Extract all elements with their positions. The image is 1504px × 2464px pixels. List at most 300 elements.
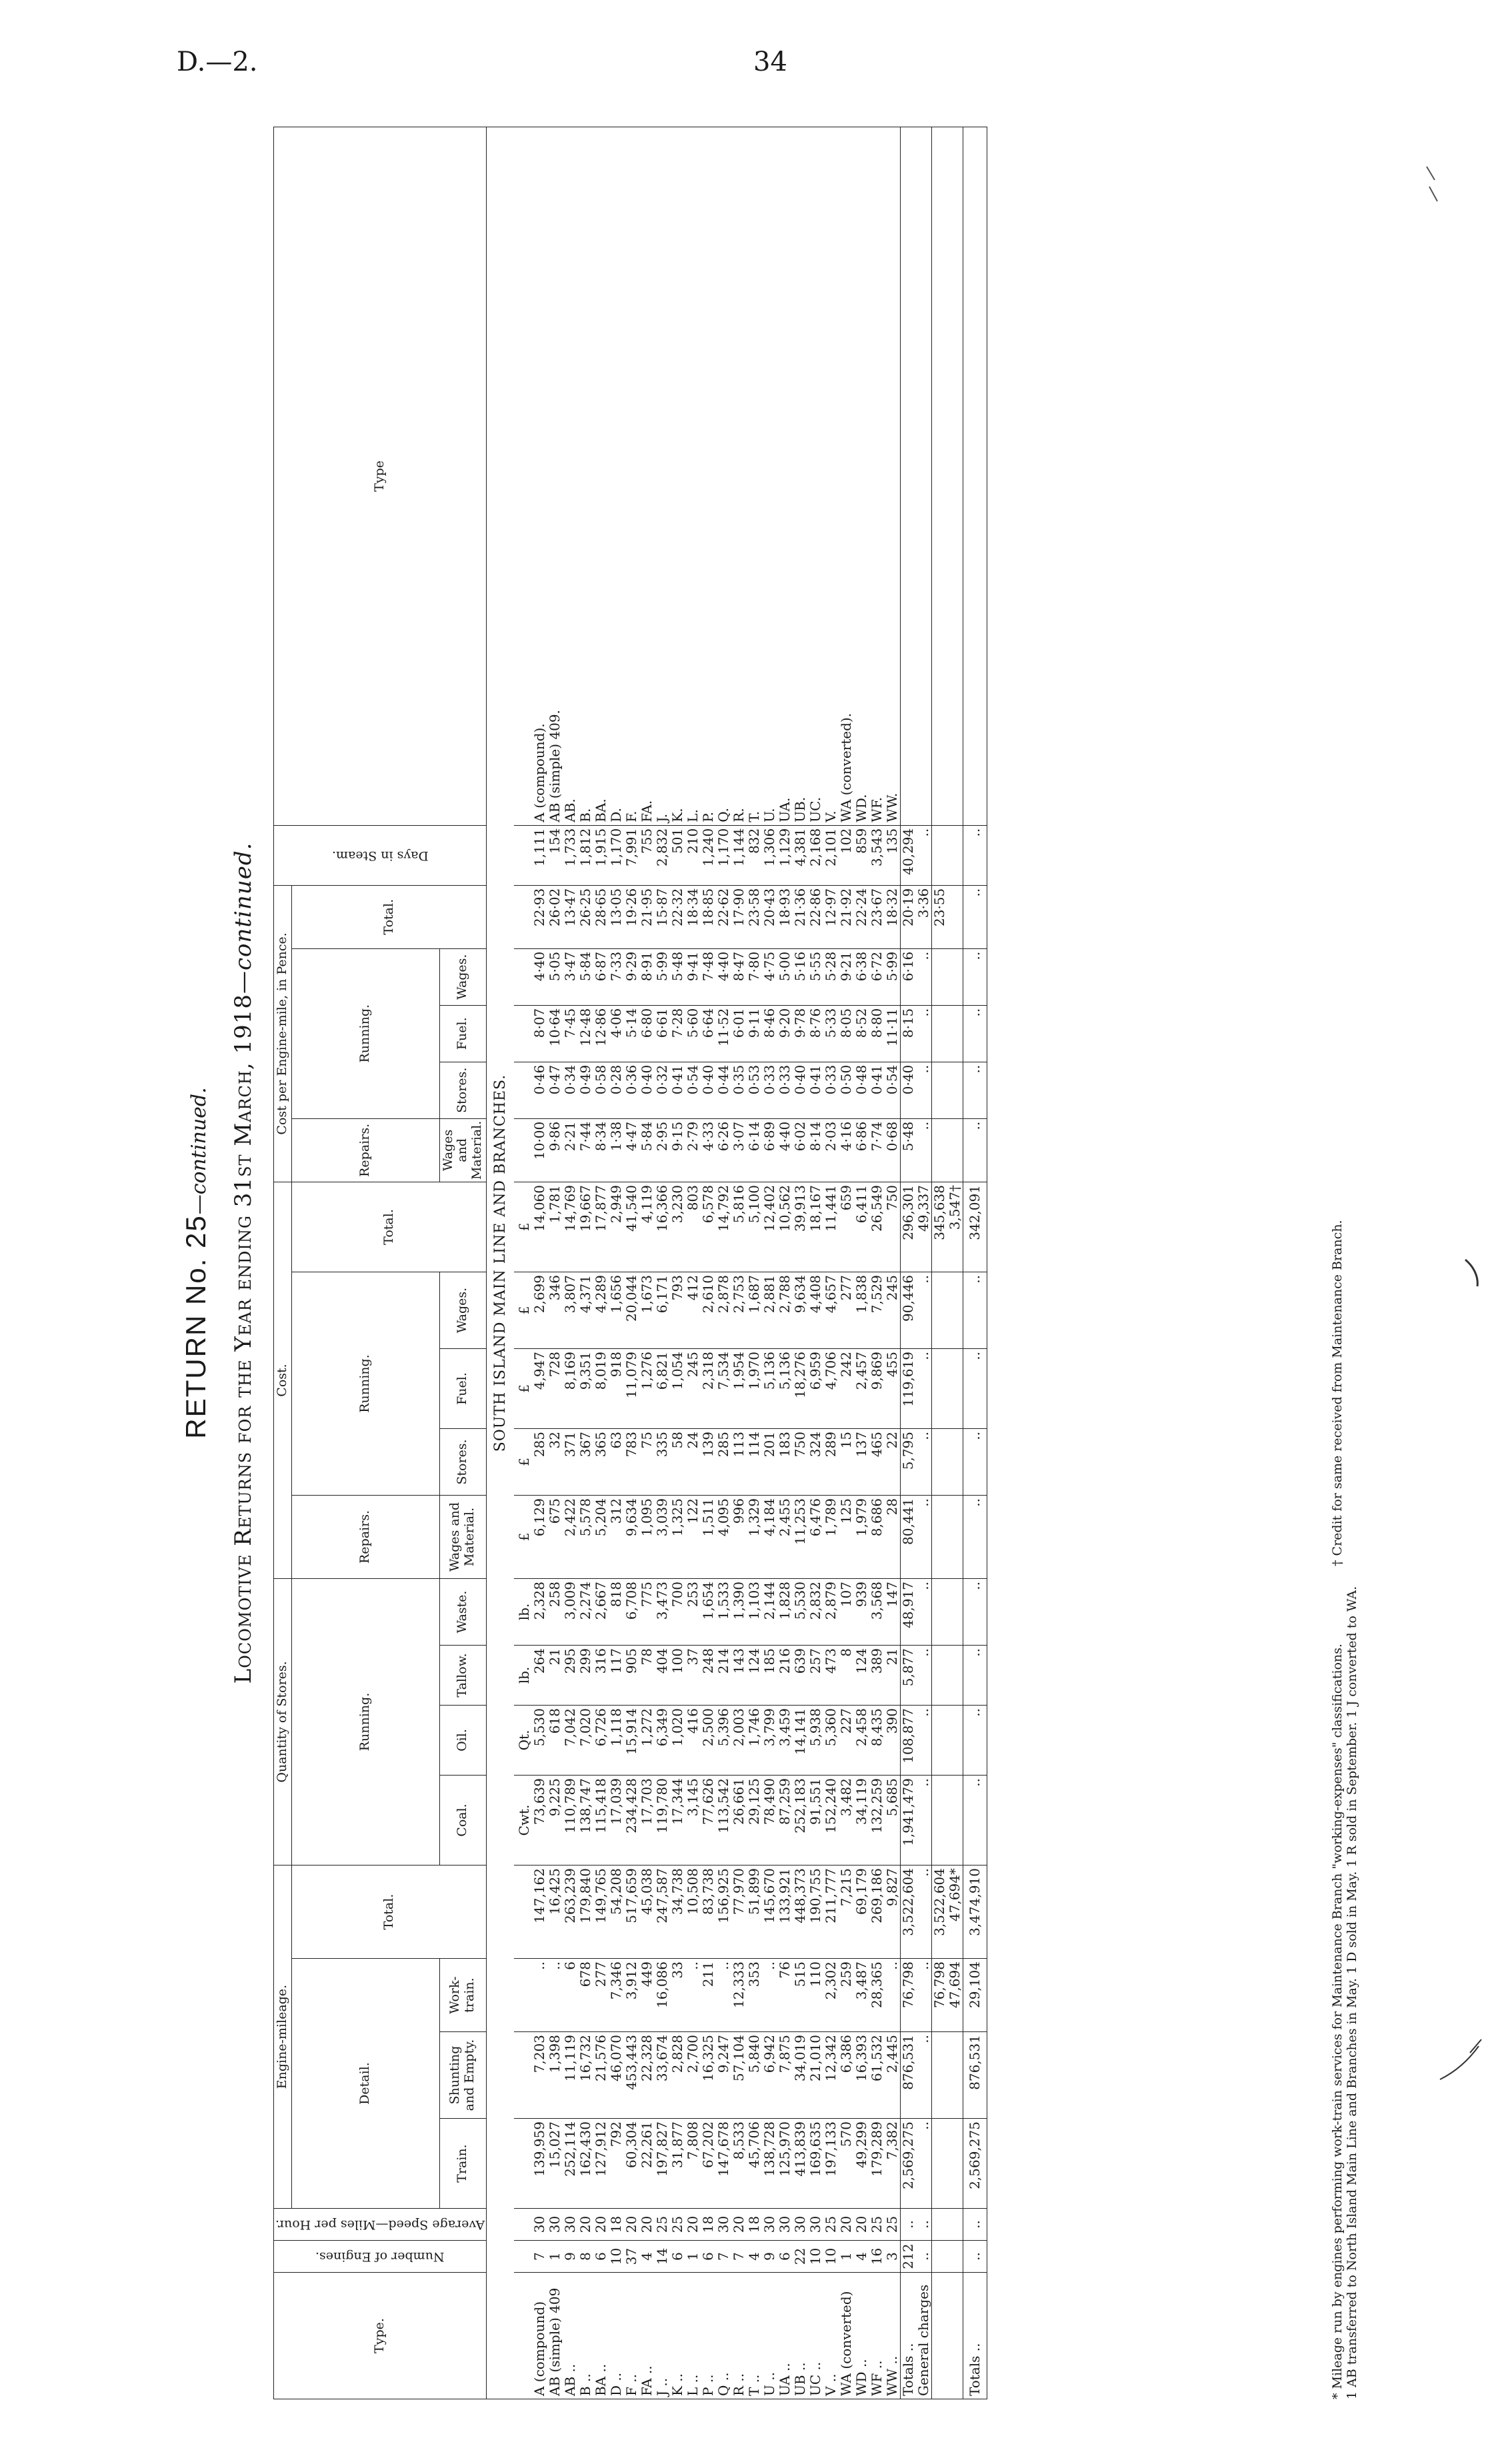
cell-cpm-repairs: 6·26	[716, 1118, 731, 1182]
cell-repairs: 28	[885, 1496, 901, 1579]
cell-mileage-total: ..	[916, 1865, 932, 1959]
table-row	[701, 127, 716, 2399]
table-row	[839, 127, 854, 2399]
cell-mileage-total: 190,755	[808, 1865, 823, 1959]
section-row	[487, 127, 515, 2399]
cell-type-right: B.	[578, 127, 593, 826]
cell-engines: 1	[685, 2241, 701, 2273]
cell-cpm-repairs: 6·14	[747, 1118, 762, 1182]
cell-wages: 90,446	[901, 1272, 917, 1349]
cell-type: AB ..	[563, 2273, 578, 2399]
cell-repairs: 3,039	[655, 1496, 670, 1579]
cell-oil: 108,877	[901, 1706, 917, 1776]
cell-repairs: 122	[685, 1496, 701, 1579]
col-group-detail: Detail.	[291, 1959, 439, 2209]
col-group-cost: Cost.	[274, 1182, 292, 1579]
cell-train: 169,635	[808, 2119, 823, 2209]
cell-train: 127,912	[593, 2119, 609, 2209]
cell-stores: 365	[593, 1429, 609, 1496]
cell-oil: 1,020	[670, 1706, 685, 1776]
cell-cpm-wages: 4·75	[762, 948, 777, 1005]
cell-tallow: 185	[762, 1646, 777, 1706]
cell-tallow: 143	[731, 1646, 747, 1706]
cell-cpm-fuel: 7·45	[563, 1005, 578, 1062]
cell-cost-total: 3,230	[670, 1182, 685, 1272]
cell-coal: 73,639	[532, 1776, 547, 1865]
cell-tallow: 100	[670, 1646, 685, 1706]
cell-wages: 277	[839, 1272, 854, 1349]
cell-type-right: K.	[670, 127, 685, 826]
cell-stores: 371	[563, 1429, 578, 1496]
table-row	[563, 127, 578, 2399]
cell-fuel: 1,970	[747, 1349, 762, 1429]
cell-cpm-stores: 0·32	[655, 1062, 670, 1118]
cell-cost-total: 14,792	[716, 1182, 731, 1272]
cell-cpm-fuel: 8·05	[839, 1005, 854, 1062]
cell-repairs: 80,441	[901, 1496, 917, 1579]
cell-cpm-stores: 0·44	[716, 1062, 731, 1118]
cell-cpm-fuel: 6·01	[731, 1005, 747, 1062]
cell-tallow: 295	[563, 1646, 578, 1706]
cell-cpm-wages: 4·40	[532, 948, 547, 1005]
cell-waste: 1,654	[701, 1579, 716, 1646]
cell-cost-total: 11,441	[823, 1182, 839, 1272]
cell-stores: 201	[762, 1429, 777, 1496]
col-cost-wages: Wages.	[439, 1272, 487, 1349]
cell-speed: 30	[716, 2209, 731, 2241]
cell-waste: 818	[609, 1579, 624, 1646]
cell-repairs: 6,129	[532, 1496, 547, 1579]
cell-days: 1,240	[701, 825, 716, 885]
cell-tallow: 299	[578, 1646, 593, 1706]
cell-type-right: V.	[823, 127, 839, 826]
cell-speed: 30	[532, 2209, 547, 2241]
cell-wages: 2,753	[731, 1272, 747, 1349]
cell-type: WW ..	[885, 2273, 901, 2399]
cell-coal: 87,259	[777, 1776, 793, 1865]
cell-type: D ..	[609, 2273, 624, 2399]
cell-waste: 700	[670, 1579, 685, 1646]
cell-fuel: 18,276	[793, 1349, 808, 1429]
cell-mileage-total: 16,425	[547, 1865, 563, 1959]
cell-speed: 18	[609, 2209, 624, 2241]
cell-cpm-total: 18·93	[777, 885, 793, 948]
cell-repairs: 1,095	[639, 1496, 655, 1579]
table-row	[885, 127, 901, 2399]
cell-cpm-fuel: 9·11	[747, 1005, 762, 1062]
cell-type-right: D.	[609, 127, 624, 826]
cell-cpm-wages: 5·99	[655, 948, 670, 1005]
cell-train: 15,027	[547, 2119, 563, 2209]
cell-stores: ..	[916, 1429, 932, 1496]
cell-waste: 253	[685, 1579, 701, 1646]
cell-cpm-repairs: 6·89	[762, 1118, 777, 1182]
cell-waste: 1,533	[716, 1579, 731, 1646]
cell-engines: 4	[747, 2241, 762, 2273]
split-ctotal-a: 345,638	[932, 1182, 948, 1272]
cell-waste: 2,144	[762, 1579, 777, 1646]
cell-cpm-repairs: 1·38	[609, 1118, 624, 1182]
cell-waste: 258	[547, 1579, 563, 1646]
cell-cpm-stores: 0·35	[731, 1062, 747, 1118]
cell-wages: 4,371	[578, 1272, 593, 1349]
document-code: D.—2.	[177, 47, 258, 77]
cell-type-right	[963, 127, 987, 826]
table-row	[823, 127, 839, 2399]
cell-mileage-total: 263,239	[563, 1865, 578, 1959]
cell-mileage-total: 10,508	[685, 1865, 701, 1959]
cell-cost-total: 41,540	[624, 1182, 639, 1272]
cell-days: 40,294	[901, 825, 917, 885]
cell-type: J ..	[655, 2273, 670, 2399]
cell-cost-total: 16,366	[655, 1182, 670, 1272]
cell-train: 570	[839, 2119, 854, 2209]
cell-work: 110	[808, 1959, 823, 2032]
cell-train: 197,827	[655, 2119, 670, 2209]
cell-cost-total: 4,119	[639, 1182, 655, 1272]
cell-type-right: J.	[655, 127, 670, 826]
cell-mileage-total: 517,659	[624, 1865, 639, 1959]
split-work-a: 76,798	[932, 1959, 948, 2032]
page-header	[0, 0, 1504, 127]
cell-waste: 3,473	[655, 1579, 670, 1646]
cell-mileage-total: 9,827	[885, 1865, 901, 1959]
cell-engines: 1	[547, 2241, 563, 2273]
cell-engines: 6	[670, 2241, 685, 2273]
cell-coal: 29,125	[747, 1776, 762, 1865]
cell-work: ..	[716, 1959, 731, 2032]
return-title-main: RETURN No. 25	[180, 1214, 211, 1439]
cell-shunting: 33,674	[655, 2032, 670, 2119]
cell-train: 147,678	[716, 2119, 731, 2209]
cell-cpm-total: ..	[963, 885, 987, 948]
unit-cost-3: £	[514, 1349, 532, 1429]
cell-engines: 16	[869, 2241, 885, 2273]
cell-engines: ..	[916, 2241, 932, 2273]
cell-tallow: 124	[854, 1646, 869, 1706]
cell-cpm-wages: 5·00	[777, 948, 793, 1005]
cell-oil: 3,799	[762, 1706, 777, 1776]
cell-oil: 7,020	[578, 1706, 593, 1776]
cell-repairs: 11,253	[793, 1496, 808, 1579]
cell-days: 501	[670, 825, 685, 885]
table-body	[487, 127, 987, 2399]
cell-fuel: 8,019	[593, 1349, 609, 1429]
cell-cpm-fuel: 8·80	[869, 1005, 885, 1062]
cell-cpm-stores: 0·40	[793, 1062, 808, 1118]
cell-cpm-stores: 0·47	[547, 1062, 563, 1118]
cell-mileage-total: 179,840	[578, 1865, 593, 1959]
cell-tallow: 214	[716, 1646, 731, 1706]
cell-shunting: 57,104	[731, 2032, 747, 2119]
cell-oil: 390	[885, 1706, 901, 1776]
cell-stores: 285	[716, 1429, 731, 1496]
table-row	[716, 127, 731, 2399]
cell-cpm-fuel: 5·60	[685, 1005, 701, 1062]
cell-stores: 137	[854, 1429, 869, 1496]
cell-wages: 412	[685, 1272, 701, 1349]
cell-cpm-stores: 0·40	[639, 1062, 655, 1118]
cell-fuel: 119,619	[901, 1349, 917, 1429]
cell-train: 2,569,275	[901, 2119, 917, 2209]
cell-mileage-total: 3,474,910	[963, 1865, 987, 1959]
cell-oil: ..	[963, 1706, 987, 1776]
cell-cpm-total: 17·90	[731, 885, 747, 948]
cell-type-right: FA.	[639, 127, 655, 826]
cell-days: 2,101	[823, 825, 839, 885]
cell-repairs: 312	[609, 1496, 624, 1579]
cell-waste: 5,530	[793, 1579, 808, 1646]
cell-oil: ..	[916, 1706, 932, 1776]
cell-cpm-stores: 0·46	[532, 1062, 547, 1118]
col-group-cpm-repairs: Repairs.	[291, 1118, 439, 1182]
cell-train: 49,299	[854, 2119, 869, 2209]
cell-waste: 48,917	[901, 1579, 917, 1646]
cell-stores: 285	[532, 1429, 547, 1496]
cell-train: 7,382	[885, 2119, 901, 2209]
cell-waste: 3,568	[869, 1579, 885, 1646]
cell-stores: 324	[808, 1429, 823, 1496]
cell-cpm-total: 23·67	[869, 885, 885, 948]
cell-work: 29,104	[963, 1959, 987, 2032]
cell-coal: 3,482	[839, 1776, 854, 1865]
cell-cpm-repairs: 5·84	[639, 1118, 655, 1182]
cell-days: 1,306	[762, 825, 777, 885]
cell-train: 125,970	[777, 2119, 793, 2209]
cell-repairs: 4,184	[762, 1496, 777, 1579]
cell-cost-total: 12,402	[762, 1182, 777, 1272]
cell-cost-total: 39,913	[793, 1182, 808, 1272]
cell-shunting: 22,328	[639, 2032, 655, 2119]
cell-cpm-total: 22·62	[716, 885, 731, 948]
cell-cpm-fuel: 6·61	[655, 1005, 670, 1062]
cell-speed: 30	[777, 2209, 793, 2241]
cell-waste: 147	[885, 1579, 901, 1646]
cell-repairs: 1,325	[670, 1496, 685, 1579]
cell-cpm-stores: 0·41	[808, 1062, 823, 1118]
cell-type: AB (simple) 409	[547, 2273, 563, 2399]
cell-cpm-fuel: 5·14	[624, 1005, 639, 1062]
cell-fuel: 5,136	[762, 1349, 777, 1429]
cell-cpm-stores: 0·41	[869, 1062, 885, 1118]
table-row	[731, 127, 747, 2399]
cell-waste: 2,328	[532, 1579, 547, 1646]
unit-cost-2: £	[514, 1429, 532, 1496]
cell-train: 139,959	[532, 2119, 547, 2209]
cell-cpm-wages: 5·05	[547, 948, 563, 1005]
cell-mileage-total: 147,162	[532, 1865, 547, 1959]
cell-coal: 91,551	[808, 1776, 823, 1865]
cell-mileage-total: 83,738	[701, 1865, 716, 1959]
cell-mileage-total: 149,765	[593, 1865, 609, 1959]
cell-cpm-wages: 6·87	[593, 948, 609, 1005]
cell-cpm-wages: 9·21	[839, 948, 854, 1005]
cell-train: 252,114	[563, 2119, 578, 2209]
split-row-a	[932, 127, 948, 2399]
cell-speed: 30	[563, 2209, 578, 2241]
cell-type-right	[916, 127, 932, 826]
cell-mileage-total: 247,587	[655, 1865, 670, 1959]
cell-cpm-wages: ..	[963, 948, 987, 1005]
cell-waste: 2,832	[808, 1579, 823, 1646]
cell-cpm-fuel: 7·28	[670, 1005, 685, 1062]
cell-fuel: 9,351	[578, 1349, 593, 1429]
cell-shunting: 21,010	[808, 2032, 823, 2119]
cell-cost-total: 2,949	[609, 1182, 624, 1272]
col-group-cpm: Cost per Engine-mile, in Pence.	[274, 885, 292, 1182]
cell-stores: 367	[578, 1429, 593, 1496]
cell-wages: 4,289	[593, 1272, 609, 1349]
cell-fuel: 6,959	[808, 1349, 823, 1429]
cell-shunting: 6,942	[762, 2032, 777, 2119]
cell-cost-total: 26,549	[869, 1182, 885, 1272]
cell-cpm-fuel: 8·15	[901, 1005, 917, 1062]
cell-fuel: 9,869	[869, 1349, 885, 1429]
margin-mark-middle	[1460, 1253, 1487, 1293]
col-mileage-total: Total.	[291, 1865, 486, 1959]
cell-engines: 1	[839, 2241, 854, 2273]
cell-waste: 2,879	[823, 1579, 839, 1646]
cell-days: 4,381	[793, 825, 808, 885]
cell-shunting: 16,732	[578, 2032, 593, 2119]
cell-wages: 7,529	[869, 1272, 885, 1349]
cell-speed: 30	[547, 2209, 563, 2241]
cell-shunting: 16,325	[701, 2032, 716, 2119]
cell-cpm-repairs: 2·21	[563, 1118, 578, 1182]
cell-type-right: WF.	[869, 127, 885, 826]
col-waste: Waste.	[439, 1579, 487, 1646]
cell-type: WD ..	[854, 2273, 869, 2399]
cell-tallow: 257	[808, 1646, 823, 1706]
cell-oil: 5,938	[808, 1706, 823, 1776]
cell-speed: 30	[808, 2209, 823, 2241]
cell-tallow: 639	[793, 1646, 808, 1706]
cell-waste: 1,390	[731, 1579, 747, 1646]
unit-cost-5: £	[514, 1182, 532, 1272]
cell-cpm-repairs: 3·07	[731, 1118, 747, 1182]
cell-cpm-total: 18·85	[701, 885, 716, 948]
col-type-right: Type	[274, 127, 487, 826]
cell-cost-total: 19,667	[578, 1182, 593, 1272]
cell-cpm-stores: 0·50	[839, 1062, 854, 1118]
cell-cpm-total: 20·43	[762, 885, 777, 948]
cell-engines: 3	[885, 2241, 901, 2273]
cell-coal: 110,789	[563, 1776, 578, 1865]
cell-engines: 6	[701, 2241, 716, 2273]
cell-days: 1,129	[777, 825, 793, 885]
cell-stores: 75	[639, 1429, 655, 1496]
cell-engines: 7	[731, 2241, 747, 2273]
cell-wages: 346	[547, 1272, 563, 1349]
cell-engines: 4	[854, 2241, 869, 2273]
cell-engines: 4	[639, 2241, 655, 2273]
cell-cost-total: 49,337	[916, 1182, 932, 1272]
cell-type: UB ..	[793, 2273, 808, 2399]
cell-speed: ..	[901, 2209, 917, 2241]
cell-engines: 10	[808, 2241, 823, 2273]
cell-repairs: 1,329	[747, 1496, 762, 1579]
cell-cpm-fuel: 11·11	[885, 1005, 901, 1062]
cell-days: 2,832	[655, 825, 670, 885]
cell-repairs: 8,686	[869, 1496, 885, 1579]
cell-stores: 5,795	[901, 1429, 917, 1496]
cell-cpm-repairs: 0·68	[885, 1118, 901, 1182]
cell-engines: 22	[793, 2241, 808, 2273]
cell-cpm-total: 13·47	[563, 885, 578, 948]
cell-mileage-total: 145,670	[762, 1865, 777, 1959]
cell-days: 832	[747, 825, 762, 885]
cell-cpm-fuel: ..	[963, 1005, 987, 1062]
cell-days: 7,991	[624, 825, 639, 885]
cell-work: 7,346	[609, 1959, 624, 2032]
cell-type-right: WD.	[854, 127, 869, 826]
cell-cpm-stores: 0·40	[901, 1062, 917, 1118]
cell-shunting: 2,700	[685, 2032, 701, 2119]
cell-wages: 3,807	[563, 1272, 578, 1349]
cell-tallow: 124	[747, 1646, 762, 1706]
cell-repairs: 5,204	[593, 1496, 609, 1579]
cell-type: A (compound)	[532, 2273, 547, 2399]
cell-stores: 22	[885, 1429, 901, 1496]
cell-repairs: ..	[916, 1496, 932, 1579]
cell-waste: ..	[963, 1579, 987, 1646]
cell-mileage-total: 269,186	[869, 1865, 885, 1959]
cell-repairs: 1,789	[823, 1496, 839, 1579]
cell-cpm-stores: 0·49	[578, 1062, 593, 1118]
cell-days: 102	[839, 825, 854, 885]
cell-type-right: P.	[701, 127, 716, 826]
cell-cpm-wages: 5·48	[670, 948, 685, 1005]
col-oil: Oil.	[439, 1706, 487, 1776]
cell-cpm-repairs: ..	[963, 1118, 987, 1182]
cell-type: Totals ..	[963, 2273, 987, 2399]
cell-speed: 20	[854, 2209, 869, 2241]
cell-shunting: 876,531	[901, 2032, 917, 2119]
cell-stores: 750	[793, 1429, 808, 1496]
cell-coal: 138,747	[578, 1776, 593, 1865]
cell-cpm-stores: 0·58	[593, 1062, 609, 1118]
table-row	[609, 127, 624, 2399]
section-title: SOUTH ISLAND MAIN LINE AND BRANCHES.	[487, 127, 515, 2399]
cell-fuel: 2,318	[701, 1349, 716, 1429]
cell-cpm-wages: 5·84	[578, 948, 593, 1005]
cell-type: L ..	[685, 2273, 701, 2399]
cell-type: UC ..	[808, 2273, 823, 2399]
footnote-star: * Mileage run by engines performing work-train services for Maintenance Branch "working-expenses" classifications.	[1330, 1644, 1345, 2399]
cell-fuel: 6,821	[655, 1349, 670, 1429]
return-subtitle	[230, 127, 257, 2399]
cell-tallow: ..	[963, 1646, 987, 1706]
cell-cpm-repairs: 4·47	[624, 1118, 639, 1182]
cell-type: UA ..	[777, 2273, 793, 2399]
cell-shunting: 5,840	[747, 2032, 762, 2119]
cell-speed: 25	[823, 2209, 839, 2241]
cell-tallow: 404	[655, 1646, 670, 1706]
cell-shunting: ..	[916, 2032, 932, 2119]
cell-mileage-total: 69,179	[854, 1865, 869, 1959]
cell-type: Totals ..	[901, 2273, 917, 2399]
cell-fuel: 1,054	[670, 1349, 685, 1429]
cell-oil: 5,360	[823, 1706, 839, 1776]
cell-fuel: ..	[916, 1349, 932, 1429]
cell-wages: 2,881	[762, 1272, 777, 1349]
cell-repairs: ..	[963, 1496, 987, 1579]
cell-coal: 5,685	[885, 1776, 901, 1865]
margin-mark-bottom	[1433, 2026, 1487, 2086]
cell-cpm-repairs: 8·14	[808, 1118, 823, 1182]
cell-engines: 7	[716, 2241, 731, 2273]
cell-cpm-wages: 8·91	[639, 948, 655, 1005]
